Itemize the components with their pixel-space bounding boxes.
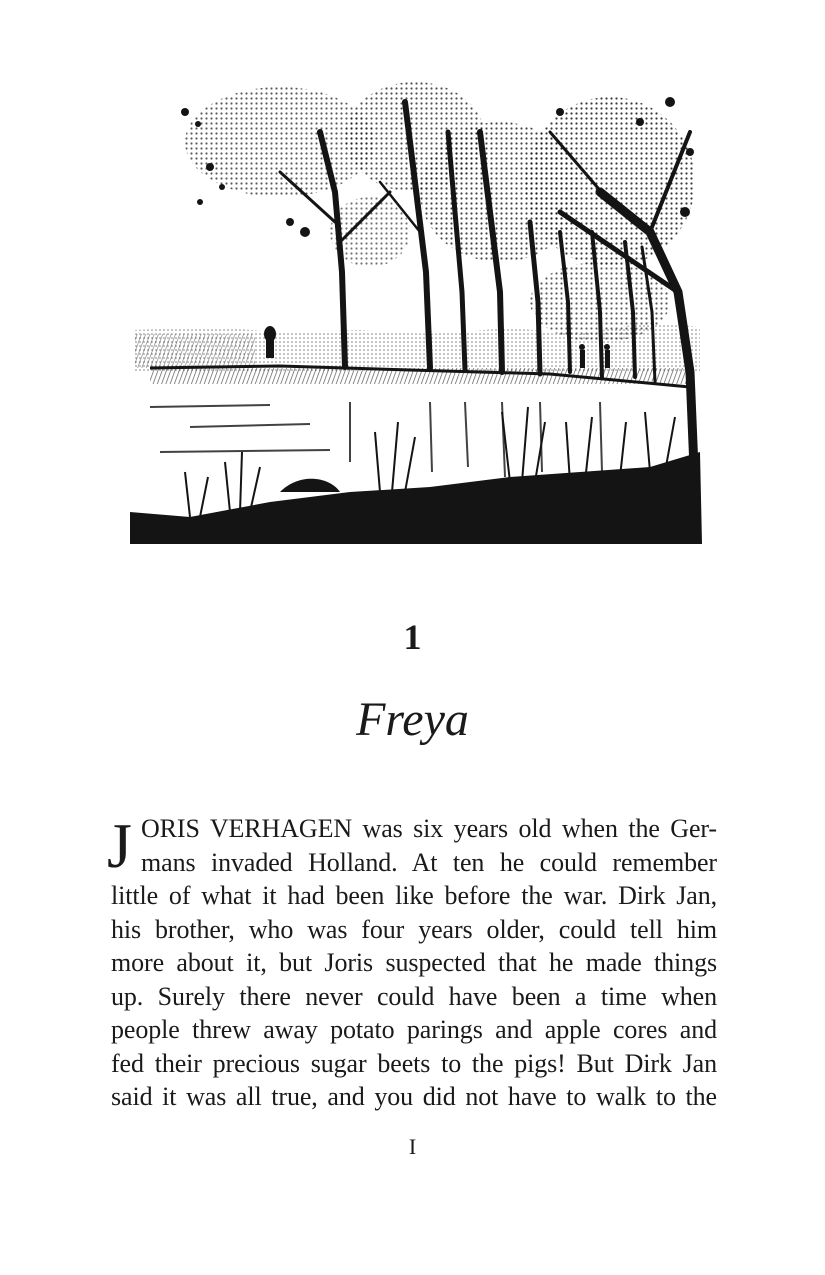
text-line: said it was all true, and you did not have to walk to the [111,1082,717,1111]
text-line: up. Surely there never could have been a time when [111,981,717,1011]
text-line: his brother, who was four years older, could tell him [111,914,717,944]
text-line: people threw away potato parings and apple cores and [111,1015,717,1044]
text-line: little of what it had been like before the war. Dirk Jan, [111,881,717,910]
text-line: ORIS VERHAGEN was six years old when the Ger- [141,814,717,843]
chapter-title: Freya [356,693,469,746]
drop-cap: J [107,810,132,881]
landscape-illustration-icon [130,72,702,544]
text-line: mans invaded Holland. At ten he could remember [141,847,717,877]
landscape-illustration [130,72,702,544]
text-line: more about it, but Joris suspected that he made things [111,948,717,977]
body-text [107,810,717,1114]
text-line: fed their precious sugar beets to the pigs! But Dirk Jan [111,1048,717,1078]
page-number: I [408,1134,417,1159]
chapter-number: 1 [403,617,422,657]
